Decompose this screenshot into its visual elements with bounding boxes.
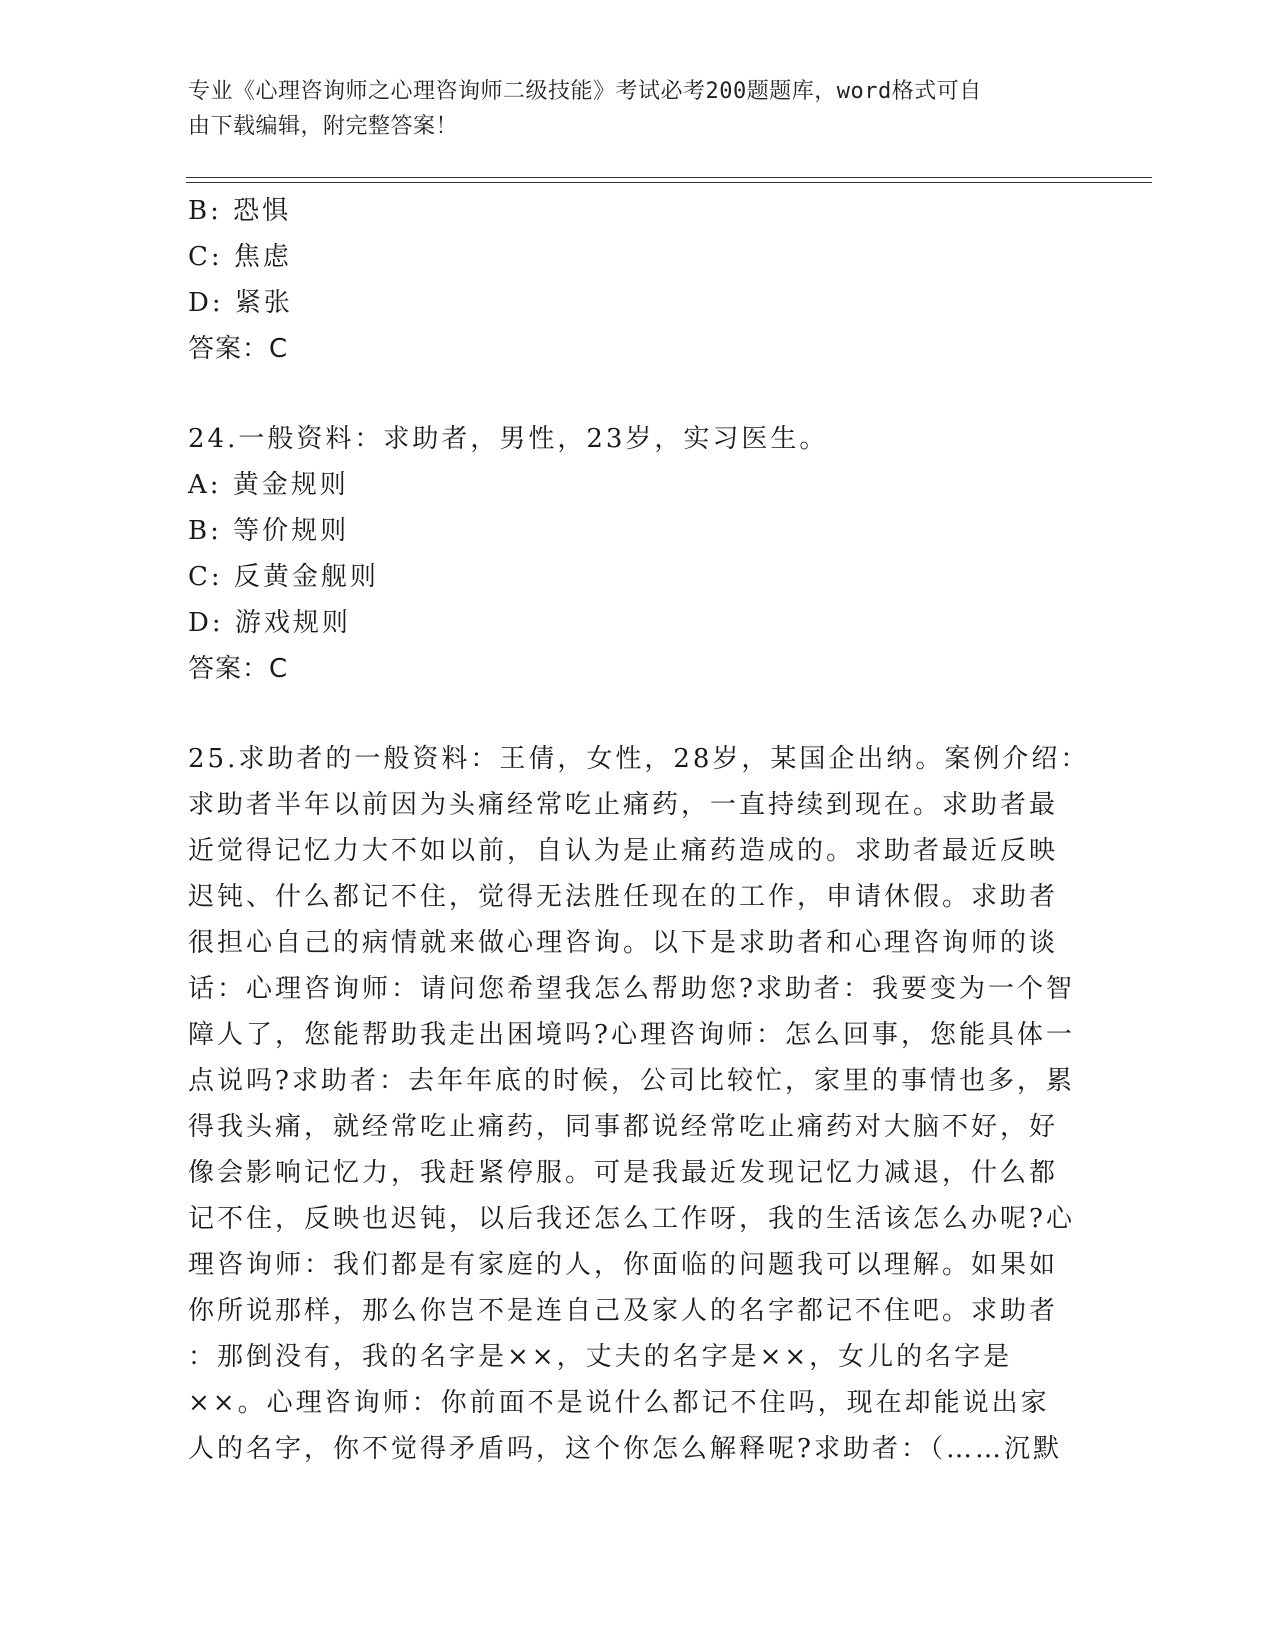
document-header [188, 74, 1068, 144]
q23-option-d: D: 紧张 [188, 288, 293, 318]
q25-line: 理咨询师：我们都是有家庭的人，你面临的问题我可以理解。如果如 [188, 1250, 1059, 1280]
q25-line: 得我头痛，就经常吃止痛药，同事都说经常吃止痛药对大脑不好，好 [188, 1112, 1059, 1142]
q25-line: 近觉得记忆力大不如以前，自认为是止痛药造成的。求助者最近反映 [188, 836, 1059, 866]
spacer [188, 692, 1088, 736]
q25-line: ××。心理咨询师：你前面不是说什么都记不住吗，现在却能说出家 [188, 1388, 1050, 1418]
q24-option-b: B: 等价规则 [188, 516, 350, 546]
q23-option-c: C: 焦虑 [188, 242, 292, 272]
header-line-1: 专业《心理咨询师之心理咨询师二级技能》考试必考200题题库，word格式可自 [188, 79, 982, 104]
q23-option-b: B: 恐惧 [188, 196, 292, 226]
q24-option-c: C: 反黄金舰则 [188, 562, 379, 592]
q24-option-a: A: 黄金规则 [188, 470, 349, 500]
q25-line: 像会影响记忆力，我赶紧停服。可是我最近发现记忆力减退，什么都 [188, 1158, 1059, 1188]
q23-answer: 答案：C [188, 334, 289, 364]
header-divider-top [186, 177, 1152, 178]
question-content [188, 188, 1088, 1472]
q25-line: 25.求助者的一般资料：王倩，女性，28岁，某国企出纳。案例介绍： [188, 744, 1090, 774]
q25-case-paragraph [188, 736, 1090, 1472]
q25-line: ：那倒没有，我的名字是××，丈夫的名字是××，女儿的名字是 [188, 1342, 1013, 1372]
q24-option-d: D: 游戏规则 [188, 608, 351, 638]
q25-line: 迟钝、什么都记不住，觉得无法胜任现在的工作，申请休假。求助者 [188, 882, 1059, 912]
q25-line: 你所说那样，那么你岂不是连自己及家人的名字都记不住吧。求助者 [188, 1296, 1059, 1326]
header-divider-bottom [186, 182, 1152, 183]
q25-line: 记不住，反映也迟钝，以后我还怎么工作呀，我的生活该怎么办呢?心 [188, 1204, 1075, 1234]
q24-answer: 答案：C [188, 654, 289, 684]
q25-line: 话：心理咨询师：请问您希望我怎么帮助您?求助者：我要变为一个智 [188, 974, 1075, 1004]
q25-line: 障人了，您能帮助我走出困境吗?心理咨询师：怎么回事，您能具体一 [188, 1020, 1075, 1050]
header-line-2: 由下载编辑，附完整答案！ [188, 114, 459, 139]
q25-line: 很担心自己的病情就来做心理咨询。以下是求助者和心理咨询师的谈 [188, 928, 1059, 958]
q24-stem: 24.一般资料：求助者，男性，23岁，实习医生。 [188, 424, 829, 454]
q25-line: 求助者半年以前因为头痛经常吃止痛药，一直持续到现在。求助者最 [188, 790, 1059, 820]
spacer [188, 372, 1088, 416]
q25-line: 点说吗?求助者：去年年底的时候，公司比较忙，家里的事情也多，累 [188, 1066, 1075, 1096]
q25-line: 人的名字，你不觉得矛盾吗，这个你怎么解释呢?求助者：（……沉默 [188, 1434, 1062, 1464]
